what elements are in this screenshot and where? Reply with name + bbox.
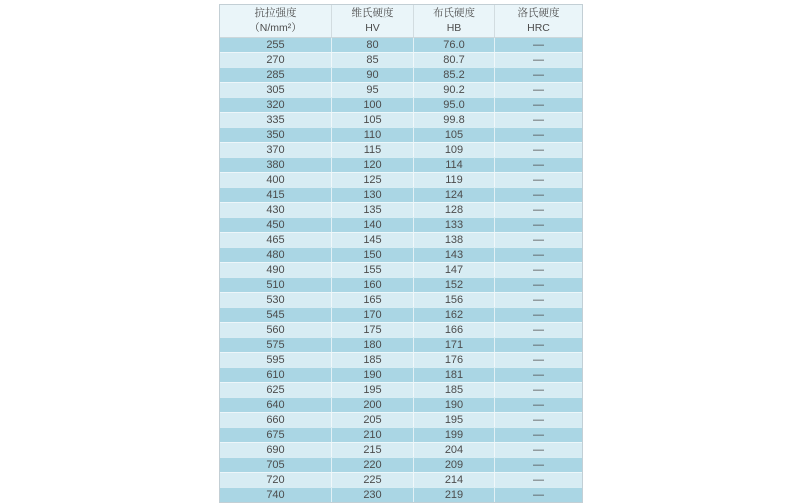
table-cell: 490: [220, 262, 331, 277]
table-cell: —: [494, 412, 582, 427]
table-cell: 165: [331, 292, 413, 307]
column-header-vickers-hv: [331, 5, 413, 38]
table-cell: 143: [413, 247, 494, 262]
hardness-conversion-table: [220, 5, 582, 502]
header-row: [220, 5, 582, 38]
table-cell: 205: [331, 412, 413, 427]
table-cell: —: [494, 277, 582, 292]
table-row: [220, 247, 582, 262]
table-row: [220, 442, 582, 457]
table-row: [220, 142, 582, 157]
table-row: [220, 38, 582, 52]
table-row: [220, 427, 582, 442]
table-cell: 95.0: [413, 97, 494, 112]
table-cell: 99.8: [413, 112, 494, 127]
table-cell: —: [494, 442, 582, 457]
table-row: [220, 82, 582, 97]
table-cell: 125: [331, 172, 413, 187]
table-cell: 105: [331, 112, 413, 127]
column-unit: HB: [446, 22, 462, 34]
table-cell: 115: [331, 142, 413, 157]
table-cell: 195: [331, 382, 413, 397]
table-cell: —: [494, 38, 582, 52]
table-cell: 119: [413, 172, 494, 187]
table-cell: —: [494, 352, 582, 367]
column-header-tensile-strength: [220, 5, 331, 38]
table-cell: 480: [220, 247, 331, 262]
table-cell: 510: [220, 277, 331, 292]
column-title: 布氏硬度: [433, 7, 475, 19]
table-cell: 171: [413, 337, 494, 352]
table-cell: 210: [331, 427, 413, 442]
table-cell: 195: [413, 412, 494, 427]
table-row: [220, 157, 582, 172]
table-cell: —: [494, 67, 582, 82]
table-cell: 85.2: [413, 67, 494, 82]
table-cell: 660: [220, 412, 331, 427]
table-cell: 610: [220, 367, 331, 382]
column-title: 抗拉强度: [254, 7, 297, 19]
table-cell: 100: [331, 97, 413, 112]
table-cell: 400: [220, 172, 331, 187]
column-title: 洛氏硬度: [517, 7, 560, 19]
table-row: [220, 292, 582, 307]
table-cell: 128: [413, 202, 494, 217]
table-cell: 176: [413, 352, 494, 367]
table-cell: 530: [220, 292, 331, 307]
table-cell: 270: [220, 52, 331, 67]
table-row: [220, 112, 582, 127]
table-cell: 415: [220, 187, 331, 202]
column-title: 维氏硬度: [351, 7, 394, 19]
table-cell: 140: [331, 217, 413, 232]
table-cell: 190: [331, 367, 413, 382]
table-cell: 170: [331, 307, 413, 322]
table-cell: —: [494, 292, 582, 307]
table-cell: 380: [220, 157, 331, 172]
table-row: [220, 307, 582, 322]
table-cell: —: [494, 187, 582, 202]
table-row: [220, 472, 582, 487]
table-cell: 76.0: [413, 38, 494, 52]
table-cell: 214: [413, 472, 494, 487]
table-cell: 152: [413, 277, 494, 292]
table-row: [220, 352, 582, 367]
table-cell: —: [494, 307, 582, 322]
table-row: [220, 232, 582, 247]
table-cell: 166: [413, 322, 494, 337]
table-cell: 285: [220, 67, 331, 82]
table-cell: 109: [413, 142, 494, 157]
table-cell: 147: [413, 262, 494, 277]
table-cell: 305: [220, 82, 331, 97]
table-row: [220, 277, 582, 292]
table-row: [220, 367, 582, 382]
table-cell: 130: [331, 187, 413, 202]
table-cell: 155: [331, 262, 413, 277]
table-cell: —: [494, 457, 582, 472]
table-cell: 105: [413, 127, 494, 142]
table-row: [220, 172, 582, 187]
table-cell: 220: [331, 457, 413, 472]
table-cell: 160: [331, 277, 413, 292]
table-cell: 95: [331, 82, 413, 97]
hardness-table-wrap: [219, 4, 583, 503]
table-row: [220, 397, 582, 412]
table-row: [220, 457, 582, 472]
table-cell: 156: [413, 292, 494, 307]
table-cell: 209: [413, 457, 494, 472]
table-cell: —: [494, 487, 582, 502]
table-cell: —: [494, 52, 582, 67]
column-header-brinell-hb: [413, 5, 494, 38]
table-cell: 225: [331, 472, 413, 487]
table-cell: 690: [220, 442, 331, 457]
table-cell: 350: [220, 127, 331, 142]
table-cell: 145: [331, 232, 413, 247]
table-cell: 114: [413, 157, 494, 172]
table-cell: —: [494, 97, 582, 112]
table-cell: 135: [331, 202, 413, 217]
table-cell: 215: [331, 442, 413, 457]
table-row: [220, 322, 582, 337]
table-cell: 230: [331, 487, 413, 502]
table-cell: 180: [331, 337, 413, 352]
table-body: [220, 38, 582, 502]
table-cell: 124: [413, 187, 494, 202]
table-cell: —: [494, 397, 582, 412]
table-cell: 162: [413, 307, 494, 322]
table-cell: 219: [413, 487, 494, 502]
table-row: [220, 202, 582, 217]
table-cell: 255: [220, 38, 331, 52]
table-row: [220, 97, 582, 112]
table-header: [220, 5, 582, 38]
table-row: [220, 187, 582, 202]
table-cell: 85: [331, 52, 413, 67]
table-cell: 80: [331, 38, 413, 52]
table-row: [220, 127, 582, 142]
table-cell: 133: [413, 217, 494, 232]
table-cell: 740: [220, 487, 331, 502]
table-cell: —: [494, 337, 582, 352]
table-cell: —: [494, 127, 582, 142]
table-cell: 90: [331, 67, 413, 82]
table-row: [220, 382, 582, 397]
table-cell: —: [494, 247, 582, 262]
table-cell: —: [494, 232, 582, 247]
table-cell: 320: [220, 97, 331, 112]
table-cell: 705: [220, 457, 331, 472]
table-cell: 595: [220, 352, 331, 367]
table-cell: 120: [331, 157, 413, 172]
table-row: [220, 412, 582, 427]
table-row: [220, 217, 582, 232]
table-cell: 545: [220, 307, 331, 322]
column-unit: （N/mm²）: [249, 22, 302, 34]
table-cell: 150: [331, 247, 413, 262]
table-cell: 185: [331, 352, 413, 367]
table-cell: 90.2: [413, 82, 494, 97]
column-header-rockwell-hrc: [494, 5, 582, 38]
table-cell: 200: [331, 397, 413, 412]
table-cell: —: [494, 382, 582, 397]
table-cell: —: [494, 142, 582, 157]
table-cell: —: [494, 322, 582, 337]
table-cell: 110: [331, 127, 413, 142]
table-cell: 430: [220, 202, 331, 217]
table-cell: —: [494, 157, 582, 172]
table-cell: 575: [220, 337, 331, 352]
table-cell: 370: [220, 142, 331, 157]
table-cell: 560: [220, 322, 331, 337]
table-row: [220, 52, 582, 67]
table-cell: 720: [220, 472, 331, 487]
table-cell: —: [494, 172, 582, 187]
table-cell: 190: [413, 397, 494, 412]
table-cell: 199: [413, 427, 494, 442]
table-cell: 138: [413, 232, 494, 247]
table-cell: 335: [220, 112, 331, 127]
table-cell: 675: [220, 427, 331, 442]
table-cell: 185: [413, 382, 494, 397]
table-cell: 80.7: [413, 52, 494, 67]
column-unit: HV: [365, 22, 380, 34]
table-cell: —: [494, 217, 582, 232]
table-cell: 450: [220, 217, 331, 232]
table-cell: —: [494, 472, 582, 487]
table-cell: 465: [220, 232, 331, 247]
column-unit: HRC: [527, 22, 550, 34]
table-cell: —: [494, 367, 582, 382]
table-cell: —: [494, 112, 582, 127]
table-cell: 204: [413, 442, 494, 457]
table-cell: 181: [413, 367, 494, 382]
table-cell: 640: [220, 397, 331, 412]
table-row: [220, 262, 582, 277]
table-cell: —: [494, 82, 582, 97]
table-cell: —: [494, 262, 582, 277]
table-cell: —: [494, 427, 582, 442]
table-cell: —: [494, 202, 582, 217]
table-cell: 175: [331, 322, 413, 337]
table-cell: 625: [220, 382, 331, 397]
table-row: [220, 337, 582, 352]
table-row: [220, 67, 582, 82]
